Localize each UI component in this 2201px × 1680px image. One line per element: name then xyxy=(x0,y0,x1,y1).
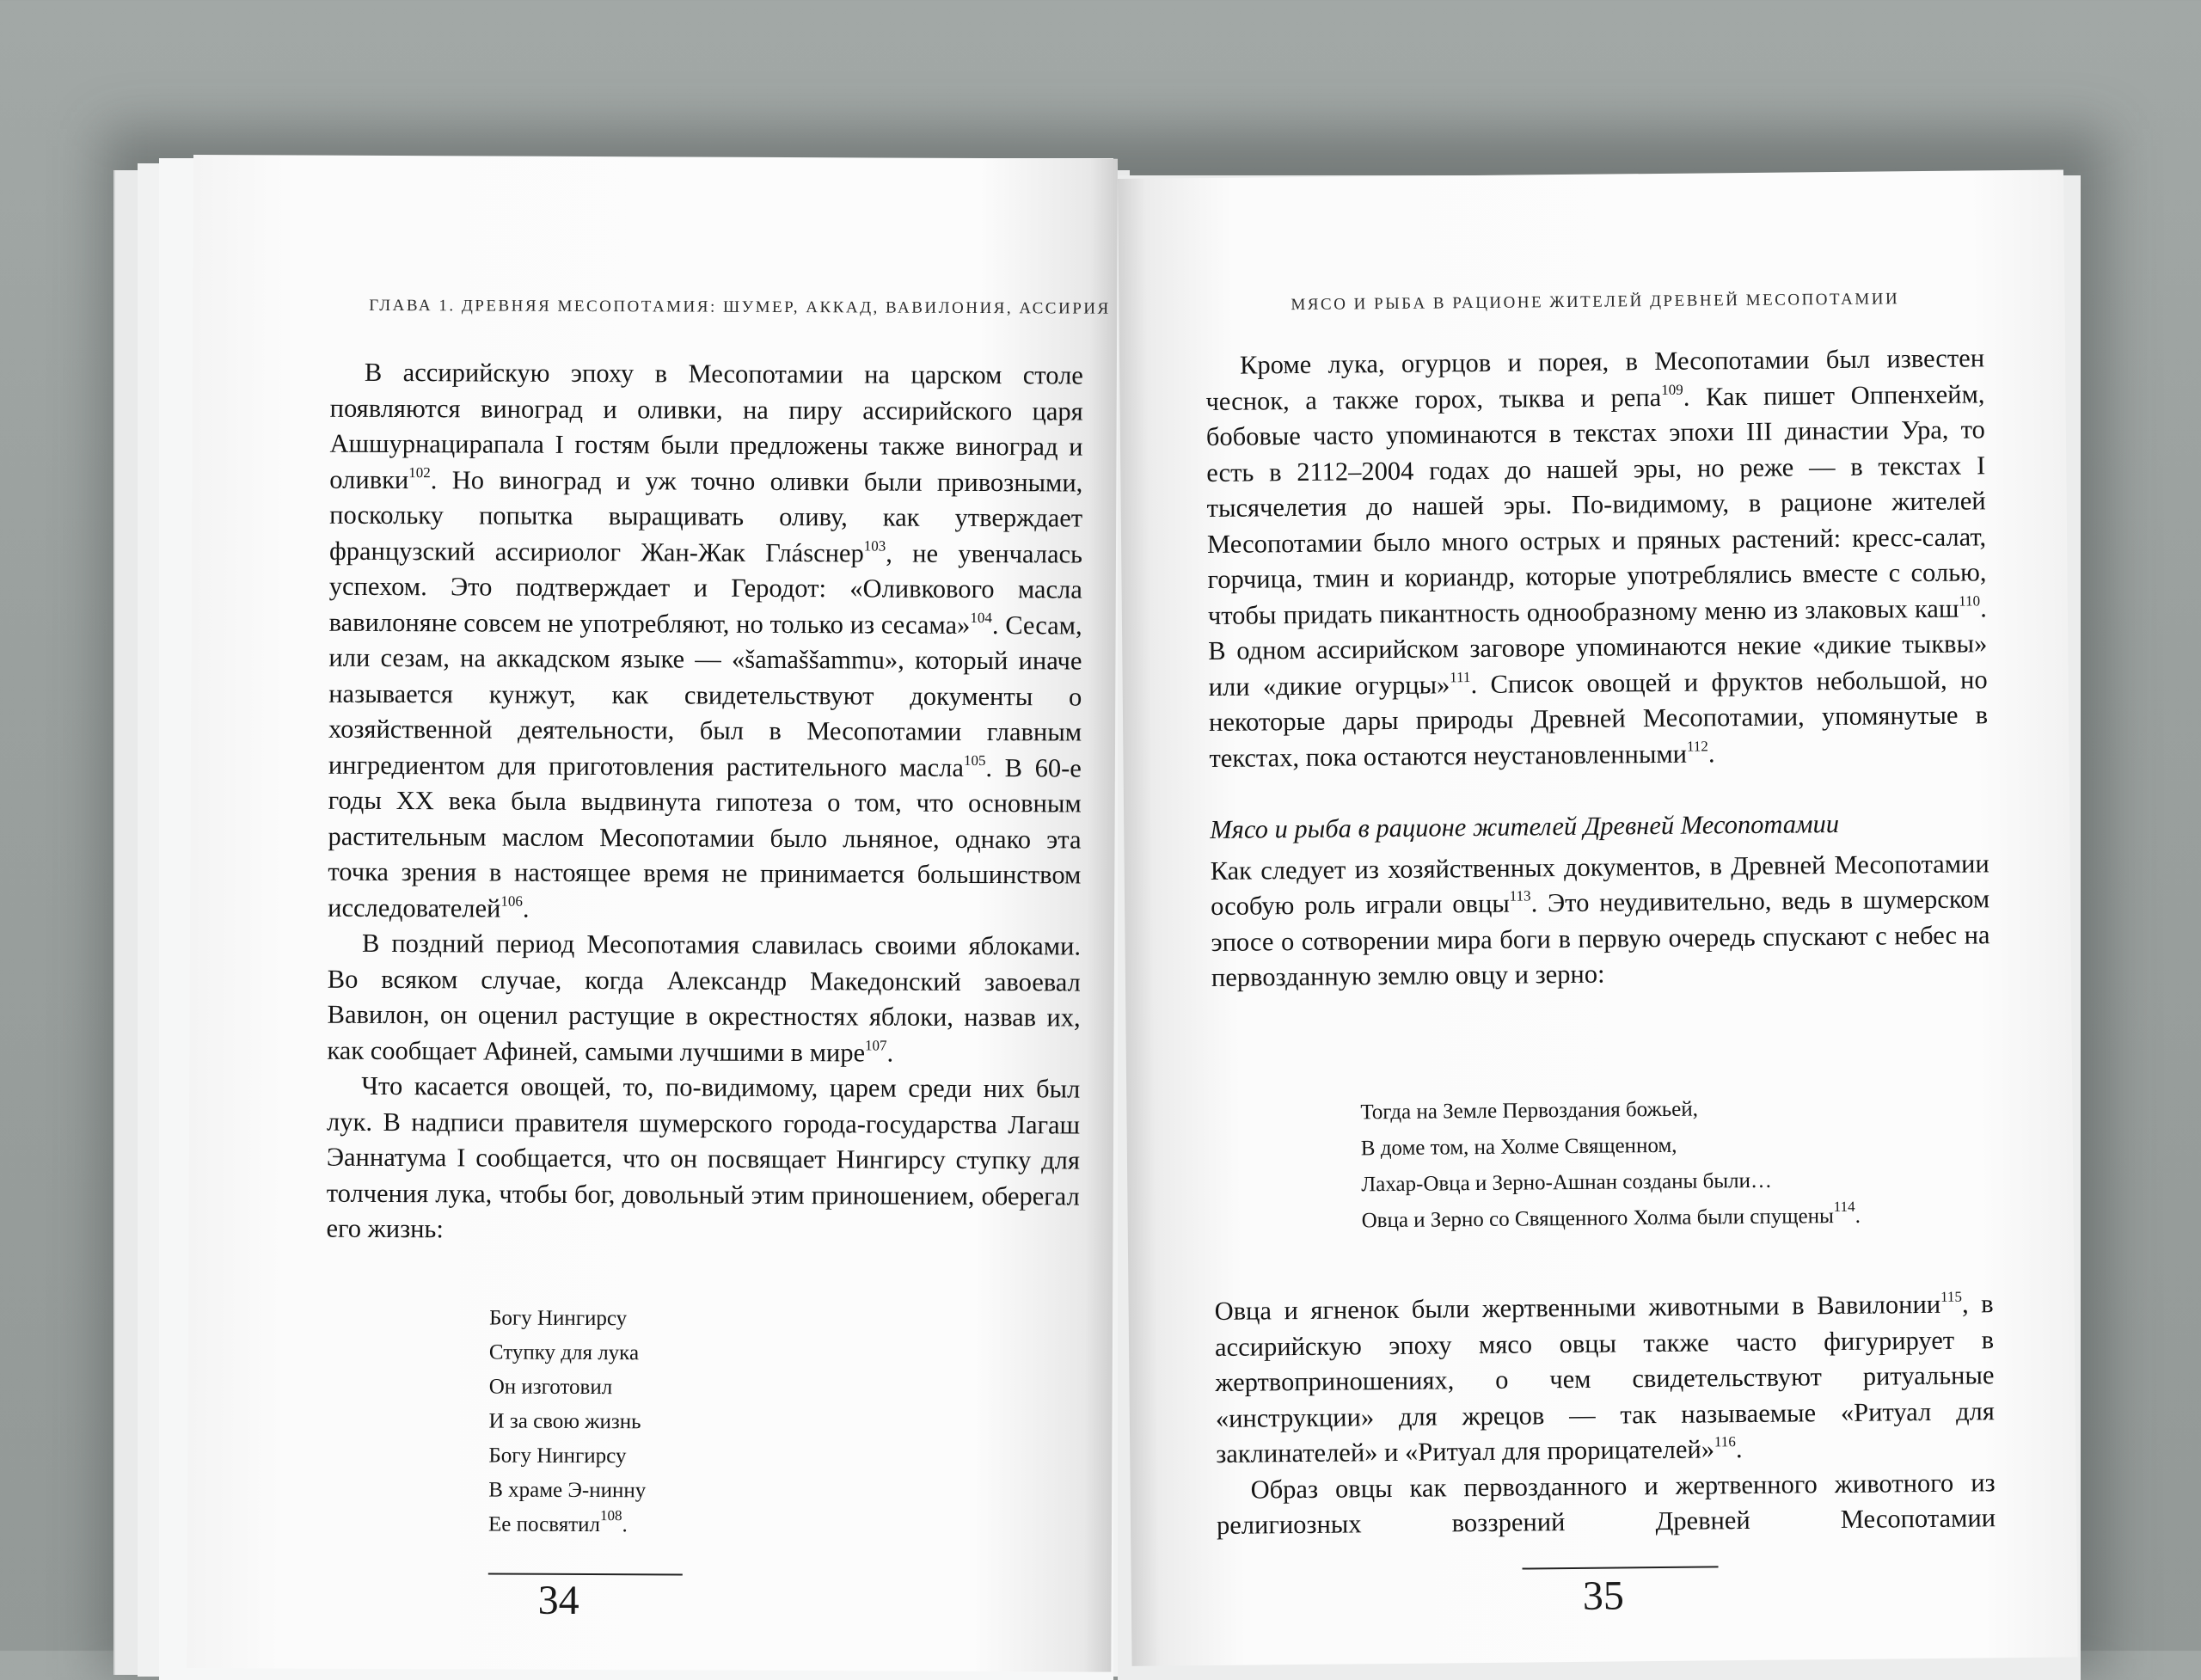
section-heading: Мясо и рыба в рационе жителей Древней Месопотамии xyxy=(1210,808,1840,845)
footnote-ref: 110 xyxy=(1959,592,1981,610)
left-body-text xyxy=(326,355,1083,1250)
text-run: . xyxy=(522,893,530,923)
text-run: . В 60-е годы XX века была выдвинута гипотеза о том, что основным растительным маслом Месопотамии было льняное, однако эта точка зрения в настоящее время не принимается большинством исследователей xyxy=(328,752,1082,923)
text-run: . xyxy=(886,1038,894,1068)
verse-line: В доме том, на Холме Священном, xyxy=(1360,1133,1677,1161)
paragraph xyxy=(1214,1286,1995,1472)
paragraph xyxy=(1205,340,1989,776)
text-run: Как следует из хозяйственных документов, в Древней Месопотамии особую роль играли овцы xyxy=(1210,848,1989,922)
footnote-ref: 109 xyxy=(1661,381,1683,398)
footnote-ref: 111 xyxy=(1450,668,1471,685)
right-page xyxy=(1118,169,2078,1665)
footnote-ref: 102 xyxy=(408,463,431,481)
footnote-ref: 115 xyxy=(1940,1288,1963,1305)
paragraph xyxy=(328,355,1083,929)
footnote-ref: 107 xyxy=(865,1036,887,1054)
text-run: . xyxy=(1707,738,1715,768)
folio-rule xyxy=(1523,1566,1719,1569)
text-run: , не увенчалась успехом. Это подтверждает и Геродот: «Оливкового масла вавилоняне совсем не употребляют, но только из сесама» xyxy=(328,538,1083,640)
footnote-ref: 114 xyxy=(1833,1198,1855,1216)
verse-line: Он изготовил xyxy=(488,1375,613,1400)
text-run: . Сесам, или сезам, на аккадском языке — «šamaššammu», который иначе называется кунжут, как свидетельствуют документы о хозяйственной деятельности, был в Месопотамии главным ингредиентом для приготовления растительного масла xyxy=(328,610,1082,782)
paragraph: Что касается овощей, то, по-видимому, царем среди них был лук. В надписи правителя шумерского города-государства Лагаш Эаннатума I сообщается, что он посвящает Нингирсу ступку для толчения лука, чтобы бог, довольный этим приношением, оберегал его жизнь: xyxy=(326,1070,1081,1244)
footnote-ref: 106 xyxy=(500,892,523,910)
paragraph: Образ овцы как первозданного и жертвенного животного из религиозных воззрений Древней Месопотамии xyxy=(1216,1467,1996,1540)
verse-line: Лахар-Овца и Зерно-Ашнан созданы были… xyxy=(1361,1168,1773,1197)
footnote-ref: 105 xyxy=(963,751,986,769)
left-verse xyxy=(488,1302,647,1543)
text-run: Ее посвятил xyxy=(487,1512,601,1537)
right-verse xyxy=(1360,1090,1861,1240)
footnote-ref: 103 xyxy=(863,536,886,555)
text-run: В ассирийскую эпоху в Месопотамии на царском столе появляются виноград и оливки, на пиру ассирийского царя Ашшурнацирапала I гостям были предложены также виноград и оливки xyxy=(329,357,1083,494)
right-body-text-2 xyxy=(1214,1286,1996,1543)
text-run: , в ассирийскую эпоху мясо овцы также часто фигурирует в жертвоприношениях, о чем свидетельствуют ритуальные «инструкции» для жрецов — так называемые «Ритуал для заклинателей» и «Ритуал для прорицателей» xyxy=(1214,1289,1995,1468)
text-run: . xyxy=(1855,1204,1861,1228)
footnote-ref: 104 xyxy=(970,609,992,626)
folio-rule xyxy=(488,1573,683,1576)
page-number: 35 xyxy=(1582,1573,1625,1619)
text-run: . В одном ассирийском заговоре упоминаются некие «дикие тыквы» или «дикие огурцы» xyxy=(1208,592,1988,702)
verse-line xyxy=(488,1508,646,1543)
verse-line xyxy=(1361,1199,1861,1240)
text-run: Кроме лука, огурцов и порея, в Месопотамии был известен чеснок, а также горох, тыква и репа xyxy=(1205,343,1985,416)
verse-line: И за свою жизнь xyxy=(488,1409,641,1434)
verse-line: Богу Нингирсу xyxy=(488,1444,627,1468)
footnote-ref: 116 xyxy=(1714,1433,1736,1450)
running-head-left: ГЛАВА 1. ДРЕВНЯЯ МЕСОПОТАМИЯ: ШУМЕР, АККАД, ВАВИЛОНИЯ, АССИРИЯ xyxy=(369,296,1111,318)
verse-line: Ступку для лука xyxy=(488,1340,640,1365)
verse-line: Богу Нингирсу xyxy=(489,1306,628,1331)
footnote-ref: 113 xyxy=(1509,887,1531,904)
text-run: . xyxy=(1735,1434,1743,1464)
text-run: . Но виноград и уж точно оливки были привозными, поскольку попытка выращивать оливу, как утверждает французский ассириолог Жан-Жак Глásснер xyxy=(328,464,1083,567)
footnote-ref: 112 xyxy=(1686,737,1708,755)
paragraph xyxy=(327,926,1081,1072)
text-run: . Как пишет Оппенхейм, бобовые часто упоминаются в текстах эпохи III династии Ура, то есть в 2112–2004 годах до нашей эры, но реже — в текстах I тысячелетия до нашей эры. По-видимому, в рационе жителей Месопотамии было много острых и пряных растений: кресс-салат, горчица, тмин и кориандр, которые употреблялись вместе с солью, чтобы придать пикантность однообразному меню из злаковых каш xyxy=(1205,378,1987,630)
text-run: . xyxy=(622,1513,628,1537)
text-run: . Список овощей и фруктов небольшой, но некоторые дары природы Древней Месопотамии, упомянутые в текстах, пока остаются неустановленными xyxy=(1208,664,1989,773)
paragraph xyxy=(1211,846,1991,996)
verse-line: Тогда на Земле Первоздания божьей, xyxy=(1360,1097,1699,1125)
footnote-ref: 108 xyxy=(600,1507,622,1524)
text-run: Овца и Зерно со Священного Холма были спущены xyxy=(1361,1205,1834,1233)
verse-line: В храме Э-нинну xyxy=(488,1478,647,1503)
left-page xyxy=(187,155,1118,1672)
running-head-right: МЯСО И РЫБА В РАЦИОНЕ ЖИТЕЛЕЙ ДРЕВНЕЙ МЕСОПОТАМИИ xyxy=(1291,290,1900,315)
text-run: Овца и ягненок были жертвенными животными в Вавилонии xyxy=(1214,1289,1941,1326)
right-body-text xyxy=(1205,340,1990,996)
text-run: В поздний период Месопотамия славилась своими яблоками. Во всяком случае, когда Александр Македонский завоевал Вавилон, он оценил растущие в окрестностях яблоки, назвав их, как сообщает Афиней, самыми лучшими в мире xyxy=(327,928,1082,1067)
text-run: . Это неудивительно, ведь в шумерском эпосе о сотворении мира боги в первую очередь спускают с небес на первозданную землю овцу и зерно: xyxy=(1211,884,1990,992)
page-number: 34 xyxy=(537,1577,579,1623)
